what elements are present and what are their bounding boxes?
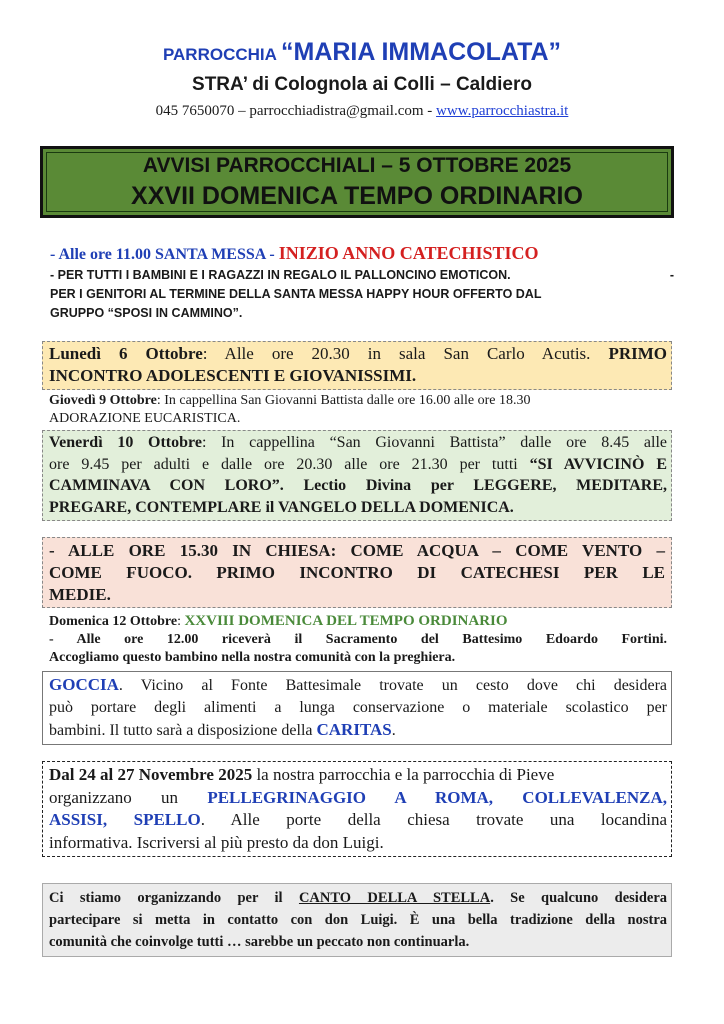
catechism-line-2: - PER TUTTI I BAMBINI E I RAGAZZI IN REGALO IL PALLONCINO EMOTICON. - xyxy=(50,268,674,282)
parish-location: STRA’ di Colognola ai Colli – Caldiero xyxy=(192,74,532,95)
sunday-notice xyxy=(49,612,667,667)
friday-line-1: Venerdì 10 Ottobre: In cappellina “San Giovanni Battista” dalle ore 8.45 alle xyxy=(49,434,668,451)
parish-title xyxy=(0,36,724,68)
medie-line-3: MEDIE. xyxy=(49,585,111,604)
phone: 045 7650070 – xyxy=(155,103,250,119)
banner-line-2: XXVII DOMENICA TEMPO ORDINARIO xyxy=(131,182,583,210)
medie-notice xyxy=(49,540,665,606)
star-line-2: partecipare si metta in contatto con don Luigi. È una bella tradizione della nostra xyxy=(49,912,667,928)
email: parrocchiadistra@gmail.com - xyxy=(249,103,437,119)
goccia-line-2: può portare degli alimenti a lunga conservazione o materiale scolastico per xyxy=(49,699,667,716)
parish-name: “MARIA IMMACOLATA” xyxy=(281,38,562,66)
goccia-line-3: bambini. Il tutto sarà a disposizione della CARITAS. xyxy=(49,720,396,739)
medie-line-1: - ALLE ORE 15.30 IN CHIESA: COME ACQUA – COME VENTO – xyxy=(49,541,665,560)
catechism-line-3: PER I GENITORI AL TERMINE DELLA SANTA MESSA HAPPY HOUR OFFERTO DAL xyxy=(50,287,542,301)
star-notice xyxy=(49,887,667,953)
thursday-line-2: ADORAZIONE EUCARISTICA. xyxy=(49,411,241,426)
pilgrimage-notice xyxy=(49,764,667,854)
star-line-3: comunità che coinvolge tutti … sarebbe un peccato non continuarla. xyxy=(49,934,470,950)
banner-line-1: AVVISI PARROCCHIALI – 5 OTTOBRE 2025 xyxy=(142,154,572,177)
goccia-notice xyxy=(49,674,667,742)
monday-line-1: Lunedì 6 Ottobre: Alle ore 20.30 in sala San Carlo Acutis. PRIMO xyxy=(49,344,667,363)
sunday-line-3: Accogliamo questo bambino nella nostra comunità con la preghiera. xyxy=(49,650,456,665)
sunday-line-2: - Alle ore 12.00 riceverà il Sacramento del Battesimo Edoardo Fortini. xyxy=(49,632,667,647)
star-line-1: Ci stiamo organizzando per il CANTO DELLA STELLA. Se qualcuno desidera xyxy=(49,890,668,906)
thursday-notice xyxy=(49,392,671,428)
catechism-start xyxy=(50,243,680,264)
pilgrimage-line-2: organizzano un PELLEGRINAGGIO A ROMA, COLLEVALENZA, xyxy=(49,787,667,807)
friday-notice xyxy=(49,432,667,518)
thursday-line-1: Giovedì 9 Ottobre: In cappellina San Giovanni Battista dalle ore 16.00 alle ore 18.30 xyxy=(49,393,531,408)
catechism-highlight: INIZIO ANNO CATECHISTICO xyxy=(278,243,539,263)
pilgrimage-line-4: informativa. Iscriversi al più presto da don Luigi. xyxy=(49,832,384,852)
friday-line-2: ore 9.45 per adulti e dalle ore 20.30 alle ore 21.30 per tutti “SI AVVICINÒ E xyxy=(49,455,668,473)
monday-notice xyxy=(49,343,667,387)
friday-line-3: CAMMINAVA CON LORO”. Lectio Divina per LEGGERE, MEDITARE, xyxy=(49,477,667,494)
catechism-details xyxy=(50,266,680,323)
pilgrimage-line-3: ASSISI, SPELLO. Alle porte della chiesa trovate una locandina xyxy=(49,810,667,829)
friday-line-4: PREGARE, CONTEMPLARE il VANGELO DELLA DOMENICA. xyxy=(49,498,514,516)
pilgrimage-line-1: Dal 24 al 27 Novembre 2025 la nostra parrocchia e la parrocchia di Pieve xyxy=(49,765,555,784)
medie-line-2: COME FUOCO. PRIMO INCONTRO DI CATECHESI PER LE xyxy=(49,563,665,582)
monday-line-2: INCONTRO ADOLESCENTI E GIOVANISSIMI. xyxy=(49,366,417,385)
title-banner xyxy=(40,146,674,218)
sunday-line-1: Domenica 12 Ottobre: XXVIII DOMENICA DEL TEMPO ORDINARIO xyxy=(49,613,508,629)
mass-time: - Alle ore 11.00 SANTA MESSA - xyxy=(50,246,279,263)
goccia-line-1: GOCCIA. Vicino al Fonte Battesimale trovate un cesto dove chi desidera xyxy=(49,675,667,694)
website-link[interactable]: www.parrocchiastra.it xyxy=(436,103,569,119)
parish-prefix: PARROCCHIA xyxy=(162,45,281,64)
catechism-line-4: GRUPPO “SPOSI IN CAMMINO”. xyxy=(50,306,243,320)
contact-line xyxy=(0,103,724,120)
